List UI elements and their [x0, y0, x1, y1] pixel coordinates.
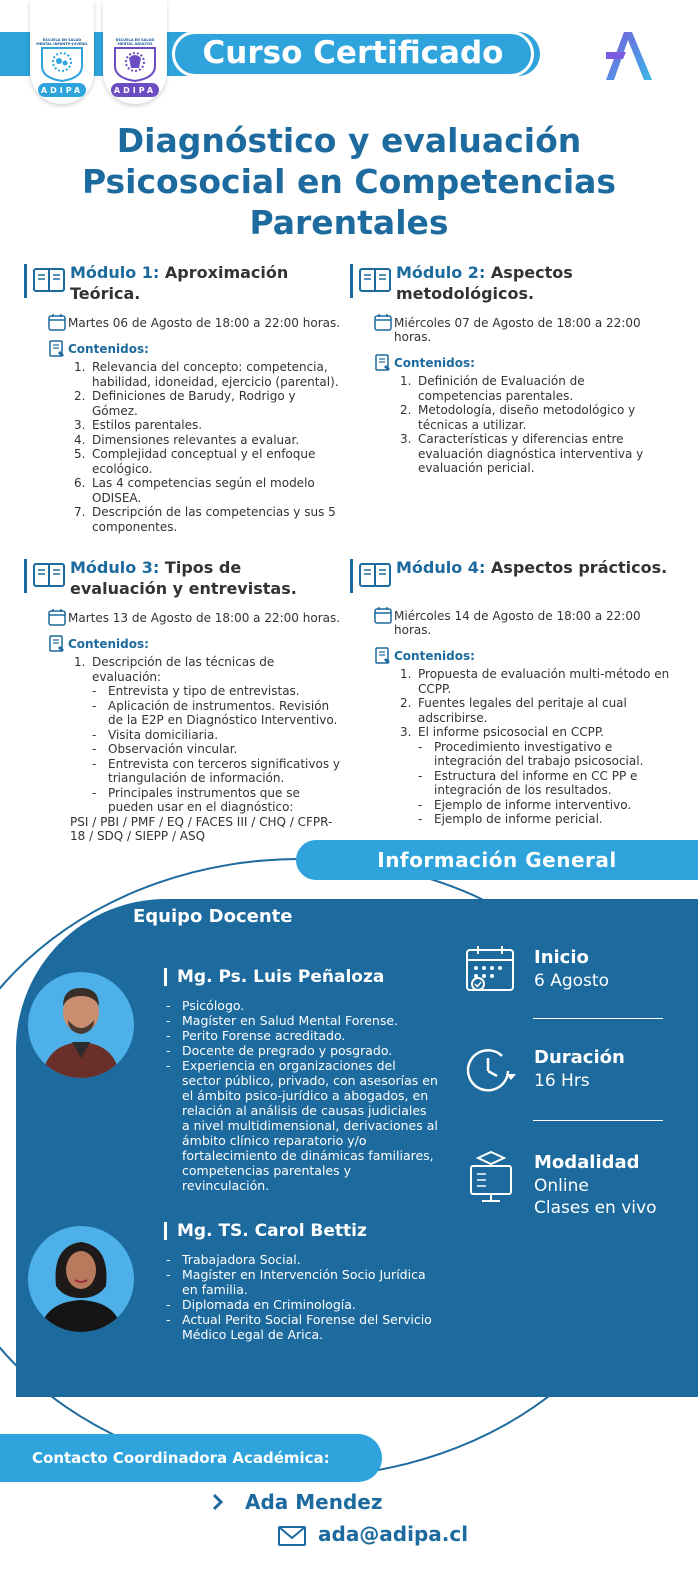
calendar-icon — [374, 606, 392, 624]
list-item: 1. Relevancia del concepto: competencia, habilidad, idoneidad, ejercicio (parental). — [74, 360, 339, 389]
sub-item: - Observación vincular. — [92, 742, 238, 756]
person-avatar-icon — [28, 1226, 134, 1332]
list-item: 1. Definición de Evaluación de competencias parentales. — [400, 374, 585, 403]
contents-list — [350, 667, 680, 827]
shield-icon — [109, 46, 161, 82]
module-heading — [350, 262, 668, 304]
document-icon — [374, 647, 392, 665]
list-item: 1. Descripción de las técnicas de evaluación: — [74, 655, 275, 684]
divider — [533, 1018, 663, 1019]
document-icon — [48, 340, 66, 358]
list-item: 2. Metodología, diseño metodológico y técnicas a utilizar. — [400, 403, 636, 432]
list-item: - Diplomada en Criminología. — [166, 1297, 356, 1312]
chevron-right-icon — [211, 1493, 225, 1511]
shield-icon — [36, 46, 88, 82]
list-item: - Perito Forense acreditado. — [166, 1028, 346, 1043]
list-item: 7. Descripción de las competencias y sus 5 componentes. — [74, 505, 336, 534]
calendar-icon — [374, 313, 392, 331]
module-date: Miércoles 07 de Agosto de 18:00 a 22:00 horas. — [350, 316, 668, 344]
module-4 — [350, 557, 680, 827]
list-item: 4. Dimensiones relevantes a evaluar. — [74, 432, 300, 447]
calendar-icon — [48, 608, 66, 626]
mail-icon — [278, 1526, 306, 1546]
list-item: 2. Fuentes legales del peritaje al cual adscribirse. — [400, 696, 627, 725]
contact-label: Contacto Coordinadora Académica: — [0, 1434, 382, 1482]
contents-list — [350, 374, 668, 476]
clock-icon — [464, 1046, 518, 1096]
module-2 — [350, 262, 668, 476]
module-heading — [350, 557, 680, 597]
module-3 — [24, 557, 342, 844]
stat-modalidad: Modalidad Online Clases en vivo — [534, 1152, 657, 1218]
calendar-icon — [48, 313, 66, 331]
module-heading — [24, 262, 342, 304]
sub-item: - Visita domiciliaria. — [92, 727, 219, 742]
book-icon — [33, 561, 65, 589]
teacher-credentials — [166, 1252, 438, 1342]
list-item: - Magíster en Salud Mental Forense. — [166, 1013, 399, 1028]
list-item: 6. Las 4 competencias según el modelo ODISEA. — [74, 476, 315, 505]
list-item: 5. Complejidad conceptual y el enfoque ecológico. — [74, 447, 316, 476]
sub-item: - Entrevista con terceros significativos y triangulación de información. — [92, 756, 340, 785]
list-item: 3. Características y diferencias entre evaluación diagnóstica interventiva y evaluación pericial. — [400, 432, 644, 475]
contents-heading: Contenidos: — [350, 356, 668, 370]
contents-heading: Contenidos: — [350, 649, 680, 663]
module-date: Martes 13 de Agosto de 18:00 a 22:00 horas. — [24, 611, 342, 625]
contents-list — [24, 360, 342, 534]
team-label: Equipo Docente — [133, 906, 293, 927]
teacher-credentials — [166, 998, 438, 1193]
book-icon — [33, 266, 65, 294]
badge-infanto-juvenil — [30, 0, 94, 104]
sub-item: - Aplicación de instrumentos. Revisión de la E2P en Diagnóstico Interventivo. — [92, 698, 338, 727]
badge-brand: ADIPA — [113, 86, 157, 95]
document-icon — [374, 354, 392, 372]
stat-duracion: Duración 16 Hrs — [534, 1047, 625, 1091]
divider — [533, 1120, 663, 1121]
badge-brand: ADIPA — [40, 86, 84, 95]
list-item: - Actual Perito Social Forense del Servicio Médico Legal de Arica. — [166, 1312, 432, 1342]
list-item: 1. Propuesta de evaluación multi-método en CCPP. — [400, 667, 670, 696]
sub-item: - Entrevista y tipo de entrevistas. — [92, 684, 300, 698]
module-1 — [24, 262, 342, 534]
sub-item: - Ejemplo de informe interventivo. — [418, 797, 632, 812]
calendar-icon — [464, 944, 518, 996]
contact-email[interactable]: ada@adipa.cl — [318, 1522, 469, 1546]
stat-inicio: Inicio 6 Agosto — [534, 947, 609, 991]
list-item: 2. Definiciones de Barudy, Rodrigo y Gómez. — [74, 389, 296, 418]
module-date: Miércoles 14 de Agosto de 18:00 a 22:00 horas. — [350, 609, 680, 637]
list-item: 3. El informe psicosocial en CCPP. — [400, 725, 604, 739]
sub-item: - Ejemplo de informe pericial. — [418, 812, 603, 826]
teacher-name: Mg. Ps. Luis Peñaloza — [164, 968, 384, 986]
badge-text: ESCUELA EN SALUD MENTAL INFANTO-JUVENIL — [36, 38, 88, 46]
adipa-logo-icon — [604, 28, 654, 82]
list-item: - Docente de pregrado y posgrado. — [166, 1043, 393, 1058]
header-title: Curso Certificado — [202, 35, 504, 71]
person-avatar-icon — [28, 972, 134, 1078]
instruments-list: PSI / PBI / PMF / EQ / FACES III / CHQ / CFPR-18 / SDQ / SIEPP / ASQ — [70, 814, 333, 843]
contents-heading: Contenidos: — [24, 342, 342, 356]
sub-item: - Procedimiento investigativo e integración del trabajo psicosocial. — [418, 739, 644, 768]
module-title: Módulo 3: Tipos de evaluación y entrevistas. — [70, 558, 297, 598]
badge-adultos — [103, 0, 167, 104]
teacher-name: Mg. TS. Carol Bettiz — [164, 1222, 367, 1240]
list-item: 3. Estilos parentales. — [74, 418, 203, 432]
module-heading — [24, 557, 342, 599]
contents-list — [24, 655, 342, 844]
sub-item: - Estructura del informe en CC PP e integración de los resultados. — [418, 768, 638, 797]
teacher-photo-carol — [28, 1226, 134, 1332]
contents-heading: Contenidos: — [24, 637, 342, 651]
contact-name: Ada Mendez — [245, 1490, 383, 1514]
module-title: Módulo 4: Aspectos prácticos. — [396, 558, 668, 577]
list-item: - Magíster en Intervención Socio Jurídica en familia. — [166, 1267, 426, 1297]
document-icon — [48, 635, 66, 653]
module-title: Módulo 1: Aproximación Teórica. — [70, 263, 289, 303]
list-item: - Psicólogo. — [166, 998, 245, 1013]
computer-icon — [466, 1150, 516, 1204]
book-icon — [359, 561, 391, 589]
book-icon — [359, 266, 391, 294]
sub-item: - Principales instrumentos que se pueden usar en el diagnóstico: — [92, 785, 300, 814]
list-item: - Trabajadora Social. — [166, 1252, 301, 1267]
list-item: - Experiencia en organizaciones del sector público, privado, con asesorías en el ámbito psico-jurídico a abogados, en relación al análisis de causas judiciales a nivel multidimensional, derivaciones al ámbito clínico reparatorio y/o fortalecimiento de dinámicas familiares, competencias parentales y revinculación. — [166, 1058, 438, 1193]
info-section-title: Información General — [296, 840, 698, 880]
course-title: Diagnóstico y evaluación Psicosocial en Competencias Parentales — [81, 121, 617, 242]
teacher-photo-luis — [28, 972, 134, 1078]
badge-text: ESCUELA EN SALUD MENTAL ADULTOS — [115, 38, 155, 46]
module-date: Martes 06 de Agosto de 18:00 a 22:00 horas. — [24, 316, 342, 330]
module-title: Módulo 2: Aspectos metodológicos. — [396, 263, 573, 303]
